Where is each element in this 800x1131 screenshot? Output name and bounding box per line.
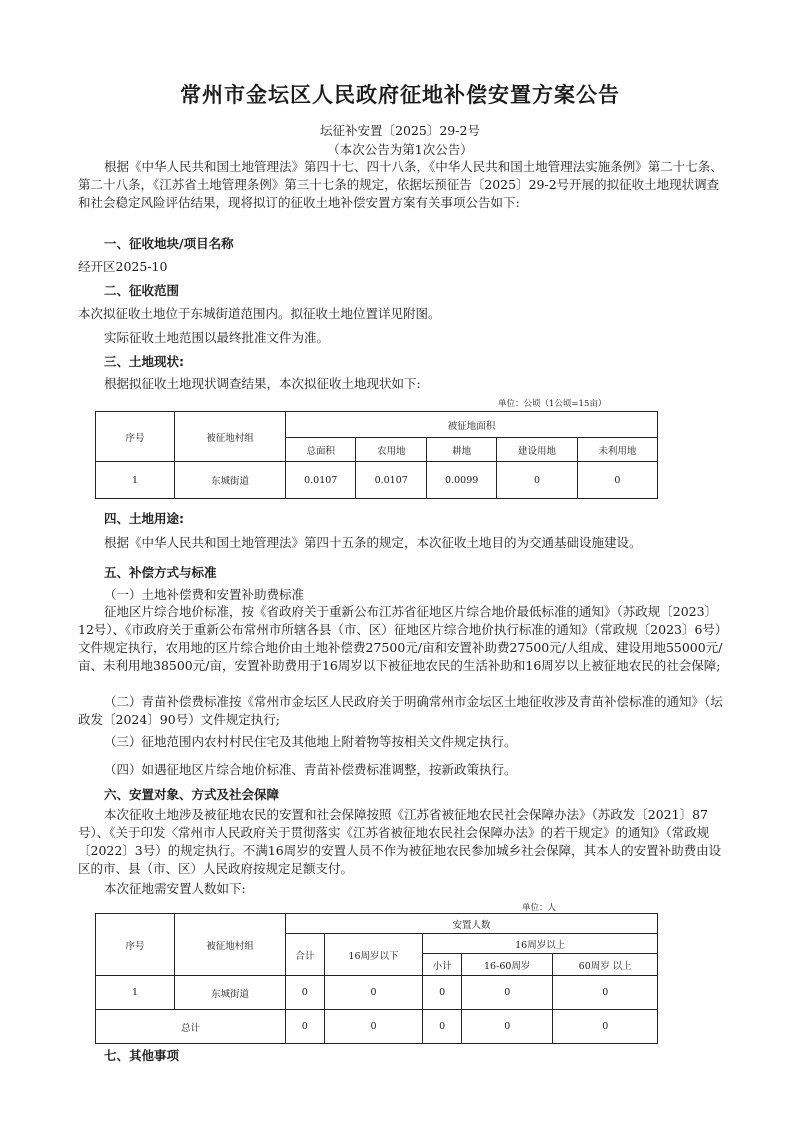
section-7-heading: 七、其他事项 [104,1048,180,1063]
header-area: 被征地面积 [286,412,658,438]
header-total: 合计 [286,934,325,976]
header-construction: 建设用地 [497,438,577,462]
header-arable: 耕地 [426,438,496,462]
land-status-intro: 根据拟征收土地现状调查结果，本次拟征收土地现状如下: [104,376,421,391]
cell-total-area: 0.0107 [286,462,356,499]
cell-arable: 0.0099 [426,462,496,499]
cell-sum-label: 总计 [96,1010,286,1044]
cell-agricultural: 0.0107 [356,462,426,499]
header-no: 序号 [96,914,175,976]
intro-paragraph: 根据《中华人民共和国土地管理法》第四十七、四十八条，《中华人民共和国土地管理法实施条例》第二十七条、第二十八条，《江苏省土地管理条例》第三十七条的规定，依据坛预征告〔2025〕29-2号开展的拟征收土地现状调查和社会稳定风险评估结果，现将拟订的征收土地补偿安置方案有关事项公告如下: [78,159,723,210]
page-title: 常州市金坛区人民政府征地补偿安置方案公告 [180,82,620,107]
scope-paragraph: 本次拟征收土地位于东城街道范围内。拟征收土地位置详见附图。 [78,306,441,321]
compensation-standard-paragraph: 征地区片综合地价标准，按《省政府关于重新公布江苏省征地区片综合地价最低标准的通知》（苏政规〔2023〕12号）、《市政府关于重新公布常州市所辖各县（市、区）征地区片综合地价执行标准的通知》（常政规〔2023〕6号）文件规定执行，农用地的区片综合地价由土地补偿费27500元/亩和安置补助费27500元/人组成、建设用地55000元/亩、未利用地38500元/亩，安置补助费用于16周岁以下被征地农民的生活补助和16周岁以上被征地农民的社会保障; [78,604,723,673]
header-total-area: 总面积 [286,438,356,462]
resettlement-count-intro: 本次征地需安置人数如下: [104,881,246,896]
compensation-item-3: （三）征地范围内农村村民住宅及其他地上附着物等按相关文件规定执行。 [104,734,517,749]
section-2-heading: 二、征收范围 [104,283,180,298]
resettlement-table [95,913,658,1044]
header-age-16-60: 16-60周岁 [461,954,553,976]
header-under16: 16周岁以下 [324,934,423,976]
cell-total: 0 [286,976,325,1010]
header-people: 安置人数 [286,914,658,934]
header-village: 被征地村组 [175,412,286,462]
land-status-table [95,411,658,499]
land-use-paragraph: 根据《中华人民共和国土地管理法》第四十五条的规定，本次征收土地目的为交通基础设施建设。 [104,535,642,550]
cell-subtotal: 0 [423,976,462,1010]
cell-unused: 0 [577,462,657,499]
table-total-row [96,1010,658,1044]
header-agricultural: 农用地 [356,438,426,462]
header-village: 被征地村组 [175,914,286,976]
header-age-60-plus: 60周岁 以上 [553,954,658,976]
cell-construction: 0 [497,462,577,499]
section-5-heading: 五、补偿方式与标准 [104,565,217,580]
section-6-heading: 六、安置对象、方式及社会保障 [104,787,280,802]
cell-sum-under16: 0 [324,1010,423,1044]
header-no: 序号 [96,412,175,462]
table-row [96,462,658,499]
table-row [96,976,658,1010]
compensation-item-4: （四）如遇征地区片综合地价标准、青苗补偿费标准调整，按新政策执行。 [104,762,517,777]
cell-sum-60-plus: 0 [553,1010,658,1044]
cell-age-16-60: 0 [461,976,553,1010]
header-unused: 未利用地 [577,438,657,462]
section-1-heading: 一、征收地块/项目名称 [104,236,234,251]
cell-under16: 0 [324,976,423,1010]
land-table-unit: 单位：公顷（1公顷=15亩） [498,399,607,409]
section-3-heading: 三、土地现状: [104,354,184,369]
project-name: 经开区2025-10 [78,259,168,274]
doc-number: 坛征补安置〔2025〕29-2号 [320,123,480,138]
cell-village: 东城街道 [175,462,286,499]
cell-age-60-plus: 0 [553,976,658,1010]
cell-sum-total: 0 [286,1010,325,1044]
cell-sum-16-60: 0 [461,1010,553,1044]
cell-sum-subtotal: 0 [423,1010,462,1044]
scope-note: 实际征收土地范围以最终批准文件为准。 [104,330,330,345]
notice-round: （本次公告为第1次公告） [327,142,473,157]
cell-no: 1 [96,462,175,499]
section-4-heading: 四、土地用途: [104,511,184,526]
header-subtotal: 小计 [423,954,462,976]
compensation-item-1: （一）土地补偿费和安置补助费标准 [104,587,305,602]
people-table-unit: 单位：人 [522,903,557,913]
header-over16: 16周岁以上 [423,934,658,954]
compensation-item-2: （二）青苗补偿费标准按《常州市金坛区人民政府关于明确常州市金坛区土地征收涉及青苗补偿标准的通知》（坛政发〔2024〕90号）文件规定执行; [78,694,723,727]
cell-village: 东城街道 [175,976,286,1010]
cell-no: 1 [96,976,175,1010]
resettlement-paragraph: 本次征收土地涉及被征地农民的安置和社会保障按照《江苏省被征地农民社会保障办法》（苏政发〔2021〕87号）、《关于印发〈常州市人民政府关于贯彻落实《江苏省被征地农民社会保障办法》的若干规定》的通知》（常政规〔2022〕3号）的规定执行。不满16周岁的安置人员不作为被征地农民参加城乡社会保障，其本人的安置补助费由设区的市、县（市、区）人民政府按规定足额支付。 [78,807,722,876]
